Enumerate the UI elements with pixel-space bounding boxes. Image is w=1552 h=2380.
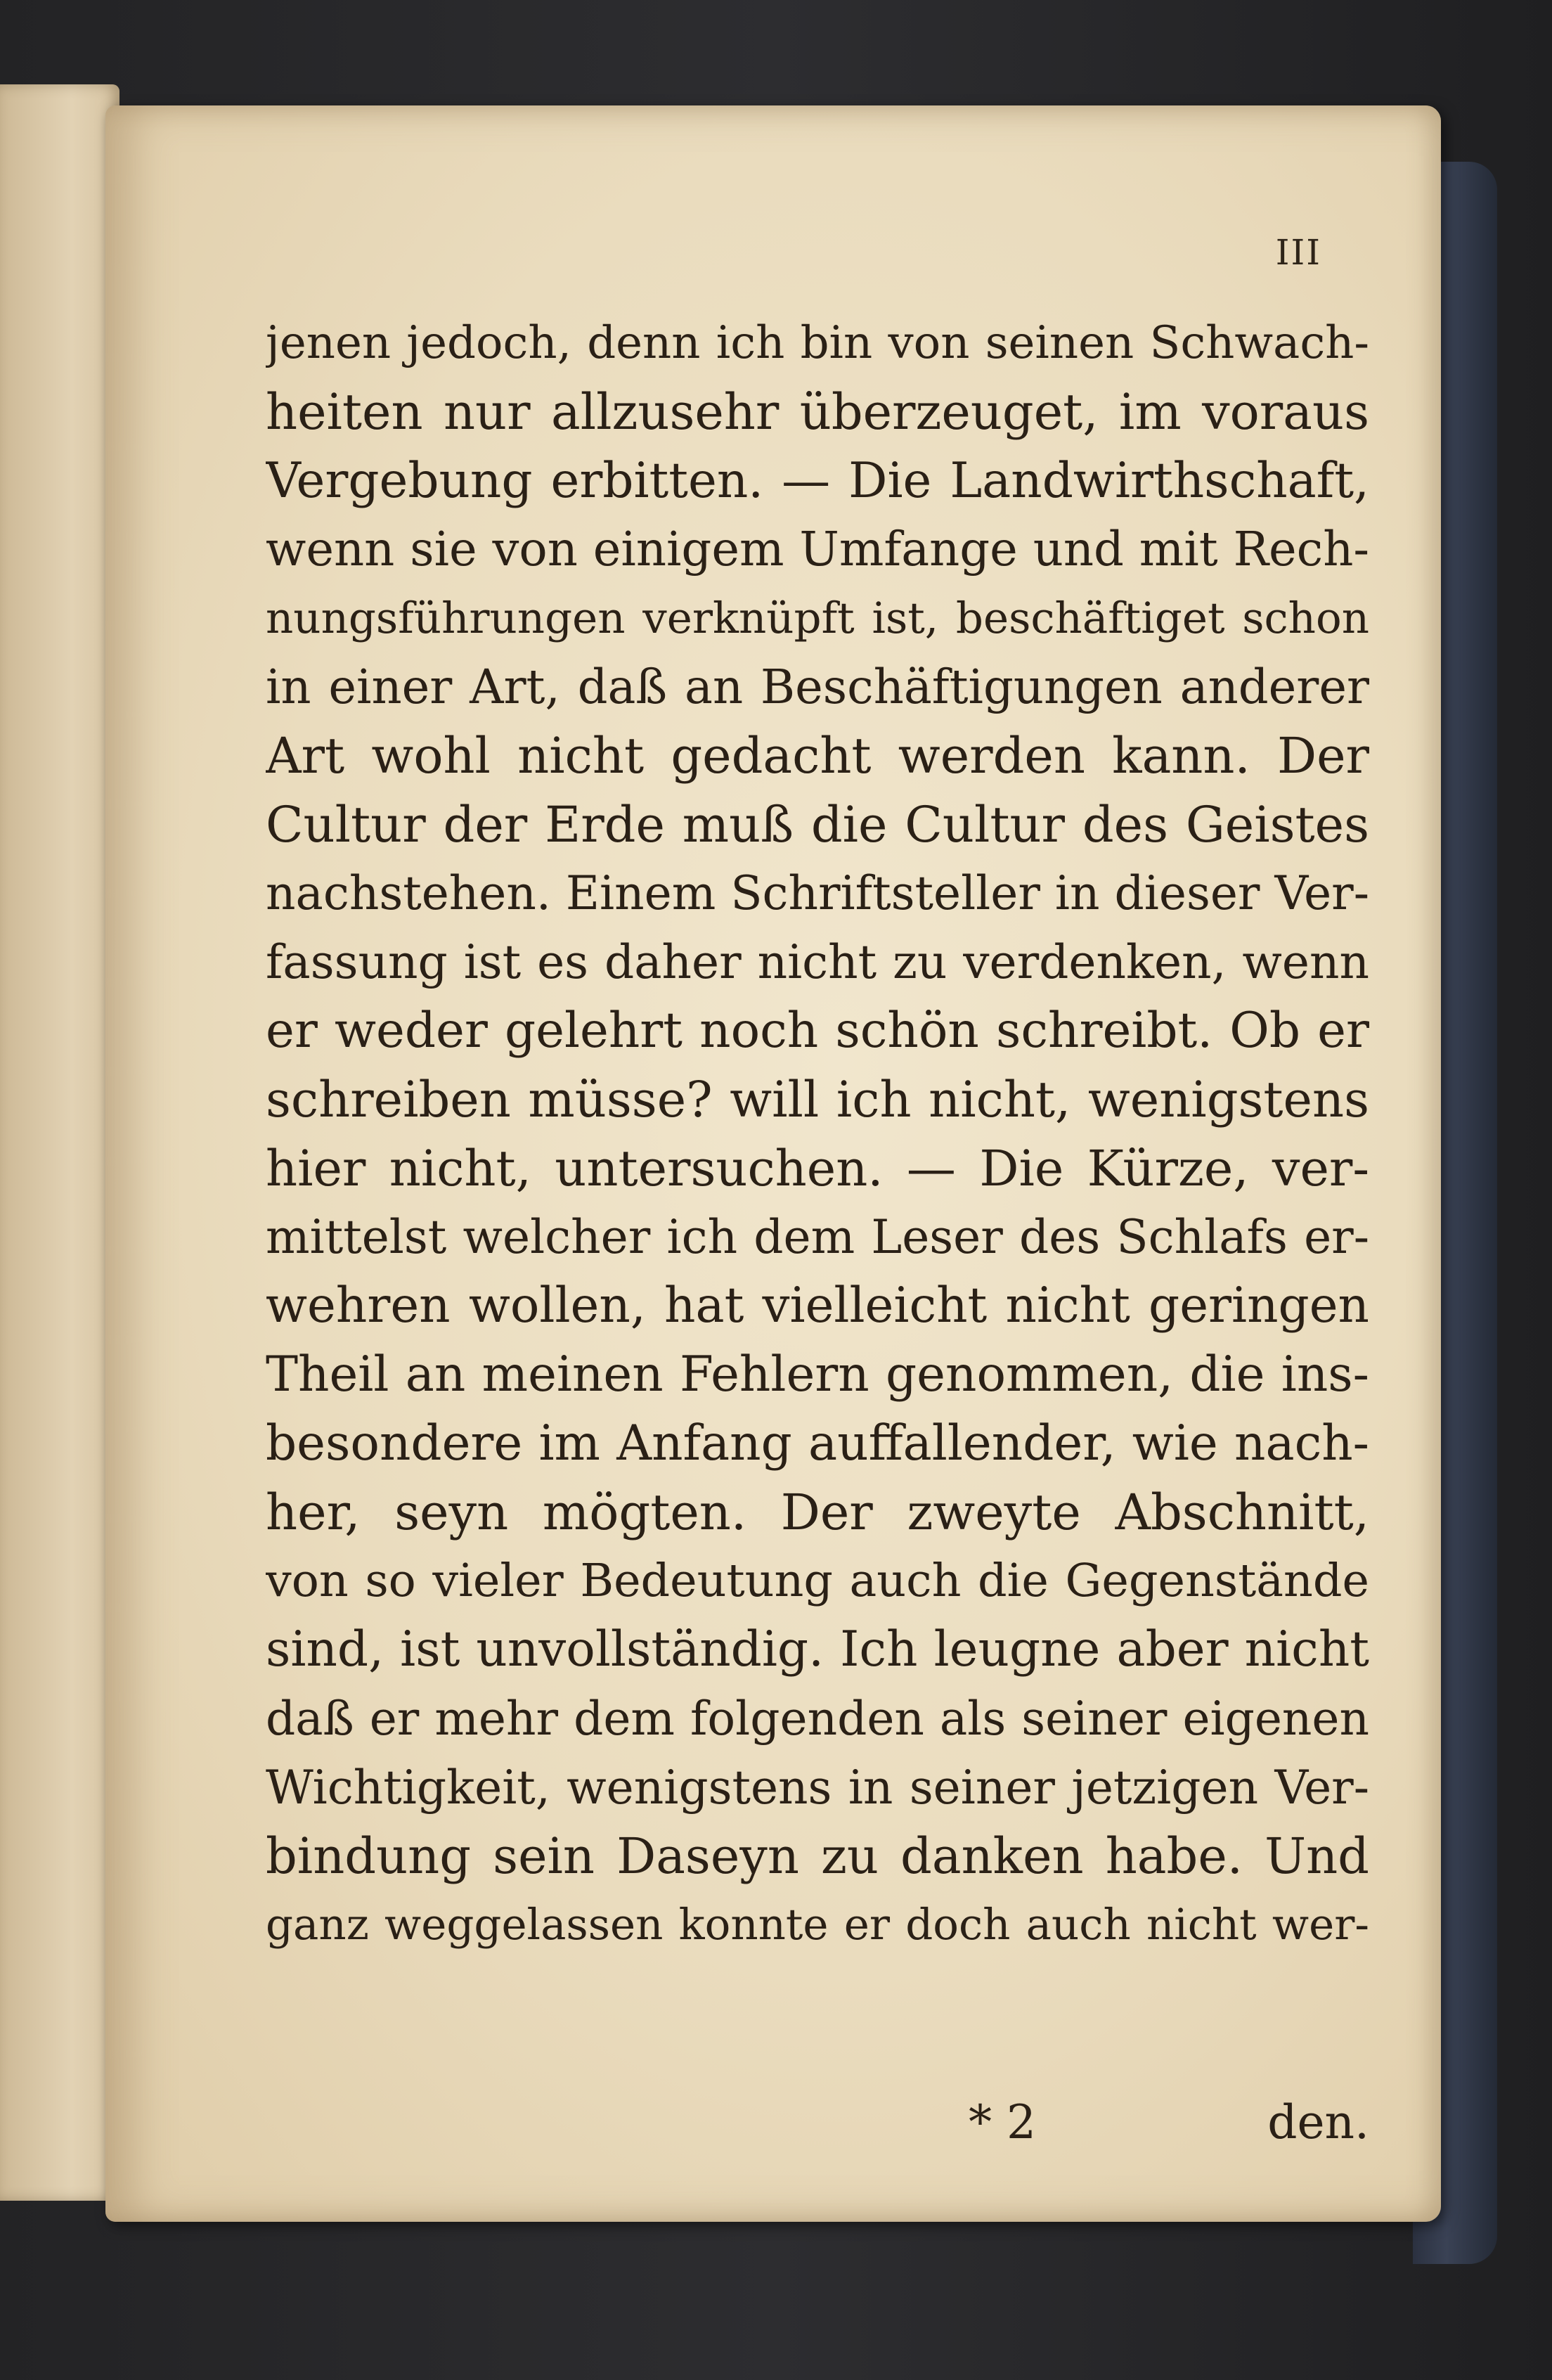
page-number: III: [1275, 232, 1321, 273]
text-line: Wichtigkeit, wenigstens in seiner jetzigen Ver-: [266, 1760, 1369, 1815]
text-line: schreiben müsse? will ich nicht, wenigstens: [266, 1070, 1369, 1128]
text-line: jenen jedoch, denn ich bin von seinen Schwach-: [266, 317, 1369, 369]
text-line: wenn sie von einigem Umfange und mit Rech-: [266, 522, 1369, 577]
text-line: Art wohl nicht gedacht werden kann. Der: [266, 726, 1369, 785]
text-line: in einer Art, daß an Beschäftigungen anderer: [266, 659, 1369, 714]
previous-page-edge: [0, 84, 119, 2201]
text-line: bindung sein Daseyn zu danken habe. Und: [266, 1827, 1369, 1885]
text-line: nungsführungen verknüpft ist, beschäftiget schon: [266, 593, 1369, 644]
text-line: von so vieler Bedeutung auch die Gegenstände: [266, 1555, 1369, 1608]
page-body-text: [266, 309, 1369, 1960]
text-line: her, seyn mögten. Der zweyte Abschnitt,: [266, 1483, 1369, 1541]
text-line: Cultur der Erde muß die Cultur des Geistes: [266, 795, 1369, 854]
catchword: den.: [1267, 2095, 1369, 2149]
book-page: [105, 105, 1441, 2222]
text-line: nachstehen. Einem Schriftsteller in dieser Ver-: [266, 866, 1369, 921]
text-line: fassung ist es daher nicht zu verdenken, wenn: [266, 935, 1369, 990]
text-line: besondere im Anfang auffallender, wie nach-: [266, 1415, 1369, 1472]
text-line: ganz weggelassen konnte er doch auch nicht wer-: [266, 1900, 1369, 1950]
page-footer: [266, 2095, 1369, 2159]
text-line: Theil an meinen Fehlern genommen, die ins-: [266, 1346, 1369, 1403]
text-line: sind, ist unvollständig. Ich leugne aber nicht: [266, 1621, 1369, 1678]
text-line: hier nicht, untersuchen. — Die Kürze, ver-: [266, 1139, 1369, 1197]
text-line: Vergebung erbitten. — Die Landwirthschaft,: [266, 452, 1369, 509]
text-line: daß er mehr dem folgenden als seiner eigenen: [266, 1691, 1369, 1746]
signature-mark: * 2: [969, 2095, 1036, 2149]
text-line: heiten nur allzusehr überzeuget, im voraus: [266, 382, 1369, 441]
text-line: wehren wollen, hat vielleicht nicht geringen: [266, 1278, 1369, 1334]
text-line: mittelst welcher ich dem Leser des Schlafs er-: [266, 1210, 1369, 1265]
text-line: er weder gelehrt noch schön schreibt. Ob er: [266, 1002, 1369, 1059]
